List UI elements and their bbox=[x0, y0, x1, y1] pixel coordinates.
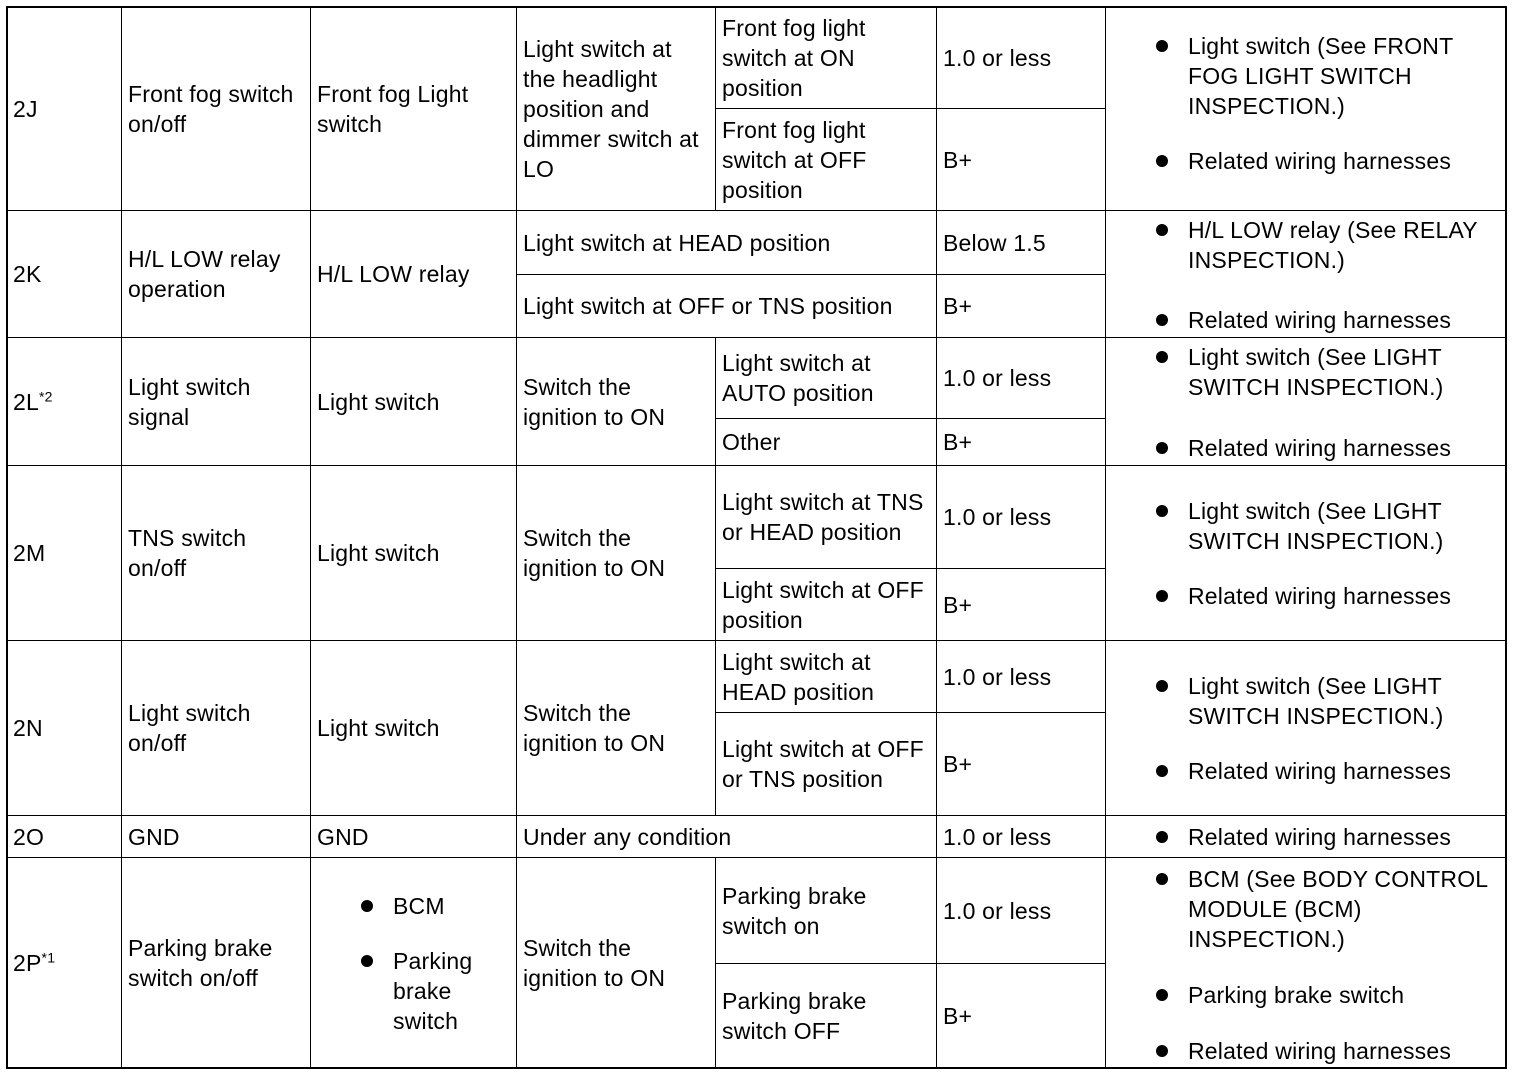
voltage-cell bbox=[936, 857, 1106, 964]
voltage-cell bbox=[936, 568, 1106, 641]
voltage-cell bbox=[936, 712, 1106, 816]
action-text: Related wiring harnesses bbox=[1188, 148, 1452, 174]
condition-cell bbox=[715, 712, 937, 816]
action-text: Related wiring harnesses bbox=[1188, 582, 1452, 609]
terminal-text: 2K bbox=[13, 261, 42, 287]
terminal-text: 2O bbox=[13, 823, 45, 850]
action-item bbox=[1112, 581, 1500, 611]
action-text: Light switch (See LIGHT SWITCH INSPECTION.) bbox=[1188, 344, 1444, 400]
action-text: Related wiring harnesses bbox=[1188, 757, 1452, 784]
condition-cell bbox=[715, 568, 937, 641]
connected-text: Light switch bbox=[317, 388, 440, 415]
condition-text: Under any condition bbox=[523, 823, 732, 850]
signal-cell bbox=[121, 640, 311, 816]
test-condition-text: Light switch at the headlight position and dimmer switch at LO bbox=[523, 35, 699, 182]
test-condition-cell bbox=[516, 337, 716, 466]
action-text: Related wiring harnesses bbox=[1188, 823, 1452, 850]
signal-text: Light switch signal bbox=[128, 373, 251, 430]
bullet-icon bbox=[1156, 989, 1168, 1001]
connected-text: H/L LOW relay bbox=[317, 261, 470, 287]
signal-text: Parking brake switch on/off bbox=[128, 935, 273, 991]
voltage-text: B+ bbox=[943, 591, 973, 618]
action-cell bbox=[1105, 465, 1507, 641]
test-condition-text: Switch the ignition to ON bbox=[523, 700, 666, 756]
terminal-cell bbox=[6, 815, 122, 858]
terminal-label: 2P bbox=[13, 950, 42, 976]
action-cell bbox=[1105, 815, 1507, 858]
condition-text: Parking brake switch OFF bbox=[722, 988, 867, 1044]
bullet-icon bbox=[1156, 1045, 1168, 1057]
terminal-cell bbox=[6, 465, 122, 641]
action-text: H/L LOW relay (See RELAY INSPECTION.) bbox=[1188, 217, 1478, 273]
condition-text: Light switch at OFF or TNS position bbox=[523, 293, 893, 319]
voltage-text: B+ bbox=[943, 146, 973, 173]
connected-cell bbox=[310, 210, 517, 338]
bullet-icon bbox=[361, 955, 373, 967]
signal-cell bbox=[121, 857, 311, 1069]
bullet-icon bbox=[361, 900, 373, 912]
condition-cell bbox=[715, 963, 937, 1069]
connected-cell bbox=[310, 815, 517, 858]
test-condition-cell bbox=[516, 465, 716, 641]
condition-cell bbox=[715, 108, 937, 211]
footnote-marker: *2 bbox=[38, 387, 53, 404]
signal-text: H/L LOW relay operation bbox=[128, 246, 281, 302]
action-cell bbox=[1105, 337, 1507, 466]
action-item bbox=[1112, 496, 1500, 556]
condition-text: Light switch at AUTO position bbox=[722, 350, 874, 406]
signal-text: Front fog switch on/off bbox=[128, 80, 294, 137]
voltage-text: B+ bbox=[943, 293, 973, 319]
condition-text: Front fog light switch at OFF position bbox=[722, 116, 867, 203]
voltage-cell bbox=[936, 108, 1106, 211]
voltage-text: 1.0 or less bbox=[943, 663, 1052, 690]
connected-item bbox=[317, 946, 510, 1036]
bullet-icon bbox=[1156, 505, 1168, 517]
action-item bbox=[1112, 980, 1500, 1010]
terminal-text bbox=[13, 387, 115, 417]
action-item bbox=[1112, 342, 1500, 402]
test-condition-text: Switch the ignition to ON bbox=[523, 373, 666, 430]
signal-cell bbox=[121, 6, 311, 211]
connected-cell bbox=[310, 465, 517, 641]
condition-cell bbox=[715, 418, 937, 466]
connected-text: Light switch bbox=[317, 715, 440, 741]
condition-text: Light switch at HEAD position bbox=[722, 648, 875, 705]
voltage-text: B+ bbox=[943, 429, 973, 455]
terminal-text: 2M bbox=[13, 540, 46, 566]
connected-item bbox=[317, 891, 510, 921]
action-item bbox=[1112, 756, 1500, 786]
test-condition-cell bbox=[516, 6, 716, 211]
voltage-text: 1.0 or less bbox=[943, 44, 1052, 71]
bullet-icon bbox=[1156, 831, 1168, 843]
voltage-cell bbox=[936, 963, 1106, 1069]
action-item bbox=[1112, 671, 1500, 731]
voltage-text: Below 1.5 bbox=[943, 229, 1046, 256]
condition-cell bbox=[715, 640, 937, 713]
connected-cell bbox=[310, 6, 517, 211]
action-item bbox=[1112, 1036, 1500, 1066]
connected-text: BCM bbox=[393, 892, 445, 919]
action-text: Parking brake switch bbox=[1188, 982, 1405, 1008]
terminal-text: 2N bbox=[13, 715, 43, 741]
action-item bbox=[1112, 864, 1500, 954]
signal-cell bbox=[121, 337, 311, 466]
connected-cell bbox=[310, 337, 517, 466]
action-item bbox=[1112, 215, 1500, 275]
connected-text: Parking brake switch bbox=[393, 947, 473, 1034]
terminal-cell bbox=[6, 857, 122, 1069]
test-condition-text: Switch the ignition to ON bbox=[523, 935, 666, 991]
voltage-cell bbox=[936, 640, 1106, 713]
condition-text: Light switch at OFF or TNS position bbox=[722, 736, 924, 792]
test-condition-cell bbox=[516, 640, 716, 816]
action-item bbox=[1112, 822, 1500, 852]
terminal-text bbox=[13, 948, 115, 978]
bullet-icon bbox=[1156, 590, 1168, 602]
voltage-cell bbox=[936, 465, 1106, 569]
voltage-cell bbox=[936, 6, 1106, 109]
signal-text: TNS switch on/off bbox=[128, 525, 247, 581]
bullet-icon bbox=[1156, 314, 1168, 326]
action-text: BCM (See BODY CONTROL MODULE (BCM) INSPECTION.) bbox=[1188, 866, 1488, 952]
terminal-cell bbox=[6, 210, 122, 338]
voltage-text: B+ bbox=[943, 1003, 973, 1029]
connected-cell bbox=[310, 640, 517, 816]
condition-cell bbox=[715, 6, 937, 109]
terminal-text: 2J bbox=[13, 95, 38, 122]
condition-text: Front fog light switch at ON position bbox=[722, 14, 866, 101]
test-condition-text: Switch the ignition to ON bbox=[523, 525, 666, 581]
voltage-text: 1.0 or less bbox=[943, 365, 1052, 391]
action-item bbox=[1112, 146, 1500, 176]
action-item bbox=[1112, 31, 1500, 121]
action-text: Light switch (See LIGHT SWITCH INSPECTION.) bbox=[1188, 497, 1444, 554]
bullet-icon bbox=[1156, 351, 1168, 363]
bullet-icon bbox=[1156, 680, 1168, 692]
action-text: Light switch (See FRONT FOG LIGHT SWITCH INSPECTION.) bbox=[1188, 33, 1453, 119]
voltage-text: 1.0 or less bbox=[943, 823, 1052, 850]
condition-cell bbox=[516, 210, 937, 275]
action-text: Related wiring harnesses bbox=[1188, 435, 1452, 461]
connected-text: GND bbox=[317, 823, 369, 850]
condition-text: Light switch at OFF position bbox=[722, 576, 924, 633]
action-cell bbox=[1105, 857, 1507, 1069]
action-text: Related wiring harnesses bbox=[1188, 1038, 1452, 1064]
action-cell bbox=[1105, 640, 1507, 816]
voltage-text: 1.0 or less bbox=[943, 504, 1052, 530]
signal-cell bbox=[121, 815, 311, 858]
connected-text: Front fog Light switch bbox=[317, 80, 469, 137]
voltage-cell bbox=[936, 210, 1106, 275]
bullet-icon bbox=[1156, 442, 1168, 454]
terminal-cell bbox=[6, 337, 122, 466]
condition-cell bbox=[516, 274, 937, 338]
signal-cell bbox=[121, 210, 311, 338]
condition-text: Other bbox=[722, 429, 781, 455]
condition-text: Light switch at TNS or HEAD position bbox=[722, 489, 924, 545]
bullet-icon bbox=[1156, 873, 1168, 885]
condition-cell bbox=[715, 857, 937, 964]
action-text: Related wiring harnesses bbox=[1188, 307, 1452, 333]
action-text: Light switch (See LIGHT SWITCH INSPECTION.) bbox=[1188, 672, 1444, 729]
voltage-text: 1.0 or less bbox=[943, 897, 1052, 924]
voltage-cell bbox=[936, 274, 1106, 338]
bullet-icon bbox=[1156, 765, 1168, 777]
action-cell bbox=[1105, 6, 1507, 211]
condition-cell bbox=[715, 465, 937, 569]
voltage-cell bbox=[936, 815, 1106, 858]
action-cell bbox=[1105, 210, 1507, 338]
voltage-text: B+ bbox=[943, 751, 973, 777]
action-item bbox=[1112, 305, 1500, 335]
signal-text: Light switch on/off bbox=[128, 700, 251, 756]
terminal-cell bbox=[6, 640, 122, 816]
bullet-icon bbox=[1156, 40, 1168, 52]
signal-cell bbox=[121, 465, 311, 641]
terminal-cell bbox=[6, 6, 122, 211]
terminal-label: 2L bbox=[13, 388, 39, 415]
action-item bbox=[1112, 433, 1500, 463]
voltage-cell bbox=[936, 337, 1106, 419]
test-condition-cell bbox=[516, 857, 716, 1069]
voltage-cell bbox=[936, 418, 1106, 466]
condition-text: Light switch at HEAD position bbox=[523, 229, 831, 256]
condition-cell bbox=[715, 337, 937, 419]
condition-text: Parking brake switch on bbox=[722, 882, 867, 939]
condition-cell bbox=[516, 815, 937, 858]
footnote-marker: *1 bbox=[41, 949, 56, 966]
bullet-icon bbox=[1156, 224, 1168, 236]
bullet-icon bbox=[1156, 155, 1168, 167]
connected-cell bbox=[310, 857, 517, 1069]
signal-text: GND bbox=[128, 823, 180, 850]
connected-text: Light switch bbox=[317, 540, 440, 566]
